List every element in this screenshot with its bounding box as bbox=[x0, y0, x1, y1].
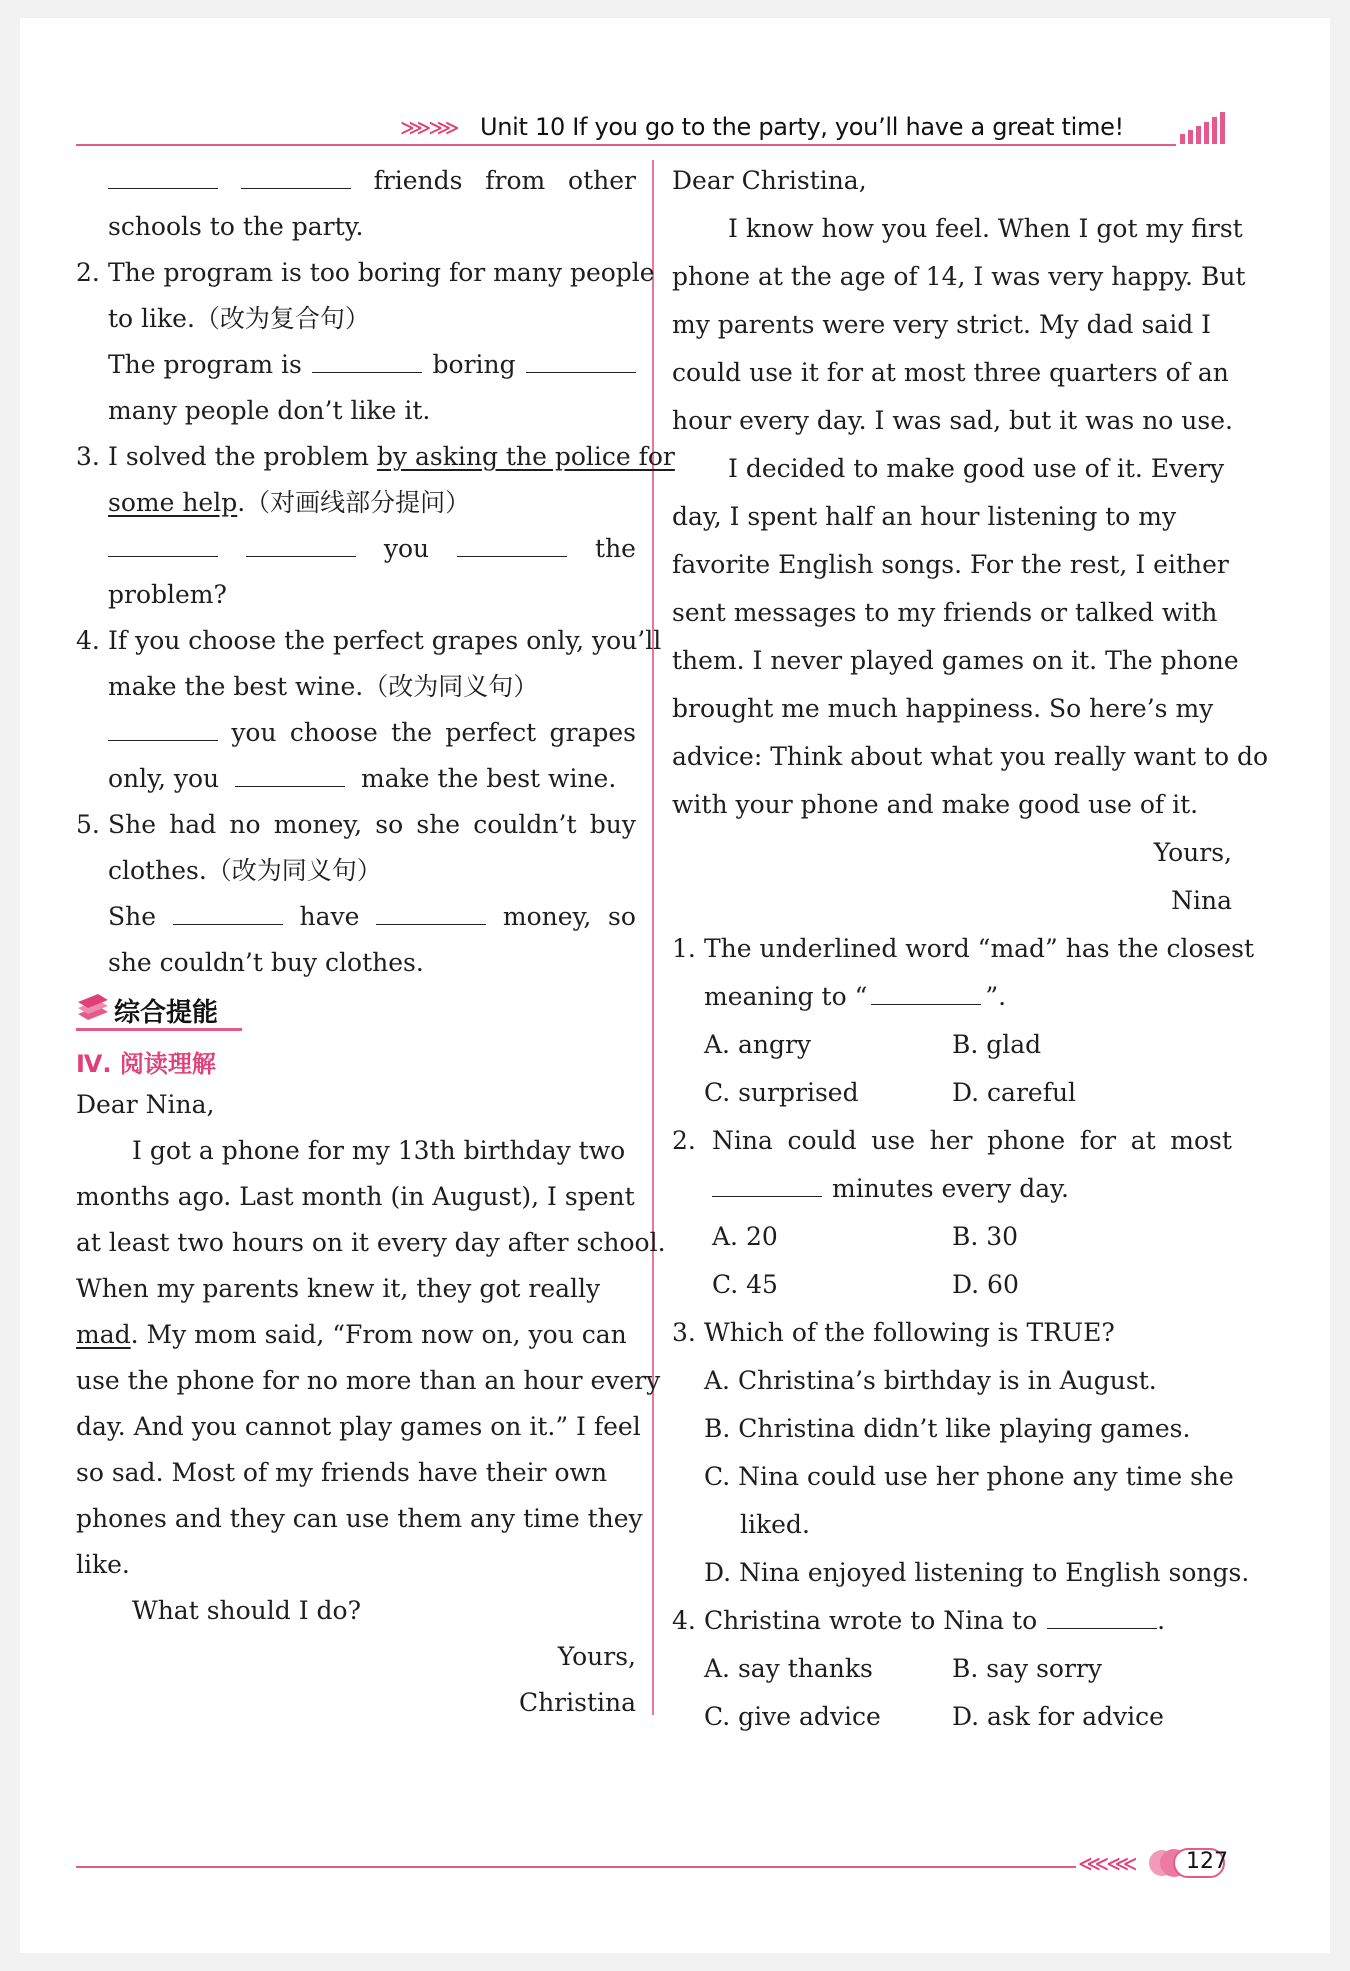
question-text: The underlined word “mad” has the closest bbox=[704, 934, 1254, 963]
option-c[interactable]: C. 45 bbox=[712, 1270, 778, 1299]
question-text: minutes every day. bbox=[712, 1172, 1069, 1206]
q1-answer-line: friends from other bbox=[108, 164, 636, 198]
question-text: Christina wrote to Nina to . bbox=[704, 1606, 1166, 1635]
q4-answer-line: only, you make the best wine. bbox=[108, 764, 617, 793]
letter-greeting: Dear Nina, bbox=[76, 1090, 215, 1119]
option-d[interactable]: D. Nina enjoyed listening to English songs. bbox=[704, 1558, 1250, 1587]
blank[interactable] bbox=[871, 980, 981, 1005]
option-a[interactable]: A. angry bbox=[704, 1030, 812, 1059]
footer-divider bbox=[76, 1866, 1076, 1868]
blank[interactable] bbox=[108, 164, 218, 189]
option-c-cont[interactable]: liked. bbox=[740, 1510, 810, 1539]
option-b[interactable]: B. 30 bbox=[952, 1222, 1019, 1251]
q4-line: make the best wine.（改为同义句） bbox=[108, 672, 539, 701]
letter-closing: Yours, bbox=[557, 1642, 636, 1671]
option-d[interactable]: D. 60 bbox=[952, 1270, 1019, 1299]
letter-line: mad. My mom said, “From now on, you can bbox=[76, 1320, 627, 1349]
letter-line: could use it for at most three quarters of an bbox=[672, 358, 1229, 387]
letter-line: phones and they can use them any time they bbox=[76, 1504, 643, 1533]
header-title: Unit 10 If you go to the party, you’ll have a great time! bbox=[480, 113, 1124, 141]
option-b[interactable]: B. say sorry bbox=[952, 1654, 1102, 1683]
page-number: 127 bbox=[1186, 1849, 1228, 1874]
q1-line: schools to the party. bbox=[108, 212, 364, 241]
option-a[interactable]: A. Christina’s birthday is in August. bbox=[704, 1366, 1157, 1395]
letter-line: at least two hours on it every day after school. bbox=[76, 1228, 666, 1257]
letter-line: my parents were very strict. My dad said I bbox=[672, 310, 1212, 339]
option-c[interactable]: C. surprised bbox=[704, 1078, 859, 1107]
letter-line: brought me much happiness. So here’s my bbox=[672, 694, 1214, 723]
letter-line: with your phone and make good use of it. bbox=[672, 790, 1199, 819]
blank[interactable] bbox=[246, 532, 356, 557]
question-number: 3. bbox=[76, 442, 100, 471]
letter-line: I decided to make good use of it. Every bbox=[728, 454, 1225, 483]
letter-line: advice: Think about what you really want to do bbox=[672, 742, 1269, 771]
q2-line: The program is too boring for many people bbox=[108, 258, 655, 287]
question-number: 3. bbox=[672, 1318, 696, 1347]
question-number: 4. bbox=[672, 1606, 696, 1635]
blank[interactable] bbox=[312, 348, 422, 373]
blank[interactable] bbox=[712, 1172, 822, 1197]
option-d[interactable]: D. ask for advice bbox=[952, 1702, 1164, 1731]
letter-line: like. bbox=[76, 1550, 130, 1579]
letter-line: hour every day. I was sad, but it was no use. bbox=[672, 406, 1233, 435]
q3-answer-line: you the bbox=[108, 532, 636, 566]
option-d[interactable]: D. careful bbox=[952, 1078, 1077, 1107]
option-c[interactable]: C. Nina could use her phone any time she bbox=[704, 1462, 1234, 1491]
blank[interactable] bbox=[1047, 1604, 1157, 1629]
q5-line: clothes.（改为同义句） bbox=[108, 856, 382, 885]
letter-line: use the phone for no more than an hour every bbox=[76, 1366, 661, 1395]
q2-line: to like.（改为复合句） bbox=[108, 304, 370, 333]
q4-answer-line: you choose the perfect grapes bbox=[108, 716, 636, 750]
header-arrows: ⋙⋙ bbox=[400, 116, 457, 141]
question-number: 5. bbox=[76, 810, 100, 839]
q2-line: many people don’t like it. bbox=[108, 396, 431, 425]
blank[interactable] bbox=[241, 164, 351, 189]
header-bars-icon bbox=[1180, 110, 1228, 146]
books-icon bbox=[76, 994, 110, 1024]
blank[interactable] bbox=[173, 900, 283, 925]
option-c[interactable]: C. give advice bbox=[704, 1702, 881, 1731]
q5-line: She had no money, so she couldn’t buy bbox=[108, 810, 636, 839]
q5-line: she couldn’t buy clothes. bbox=[108, 948, 424, 977]
letter-line: When my parents knew it, they got really bbox=[76, 1274, 601, 1303]
letter-line: them. I never played games on it. The phone bbox=[672, 646, 1239, 675]
letter-line: favorite English songs. For the rest, I either bbox=[672, 550, 1229, 579]
section-heading bbox=[76, 988, 246, 1032]
q3-line: some help.（对画线部分提问） bbox=[108, 488, 471, 517]
letter-line: so sad. Most of my friends have their own bbox=[76, 1458, 608, 1487]
letter-question: What should I do? bbox=[132, 1596, 362, 1625]
option-a[interactable]: A. say thanks bbox=[704, 1654, 873, 1683]
letter-signature: Christina bbox=[518, 1688, 636, 1717]
letter-line: I know how you feel. When I got my first bbox=[728, 214, 1243, 243]
question-text: Nina could use her phone for at most bbox=[712, 1126, 1232, 1155]
option-b[interactable]: B. Christina didn’t like playing games. bbox=[704, 1414, 1191, 1443]
option-b[interactable]: B. glad bbox=[952, 1030, 1042, 1059]
section-underline bbox=[76, 1028, 242, 1031]
letter-line: sent messages to my friends or talked with bbox=[672, 598, 1218, 627]
underlined-word-mad: mad bbox=[76, 1320, 131, 1349]
blank[interactable] bbox=[108, 716, 218, 741]
section-subtitle: Ⅳ. 阅读理解 bbox=[76, 1050, 216, 1078]
q5-answer-line: She have money, so bbox=[108, 902, 636, 931]
blank[interactable] bbox=[457, 532, 567, 557]
question-text: meaning to “ ”. bbox=[704, 982, 1007, 1011]
q2-answer-line: The program is boring bbox=[108, 348, 636, 382]
question-number: 4. bbox=[76, 626, 100, 655]
question-number: 2. bbox=[672, 1126, 696, 1155]
question-number: 2. bbox=[76, 258, 100, 287]
footer-arrows: ⋘⋘ bbox=[1078, 1852, 1135, 1877]
column-divider bbox=[652, 160, 654, 1715]
blank[interactable] bbox=[108, 532, 218, 557]
option-a[interactable]: A. 20 bbox=[712, 1222, 778, 1251]
blank[interactable] bbox=[235, 762, 345, 787]
letter-line: I got a phone for my 13th birthday two bbox=[132, 1136, 626, 1165]
section-title: 综合提能 bbox=[114, 998, 219, 1028]
header-divider bbox=[76, 144, 1176, 146]
blank[interactable] bbox=[376, 900, 486, 925]
q4-line: If you choose the perfect grapes only, you’ll bbox=[108, 626, 662, 655]
question-text: Which of the following is TRUE? bbox=[704, 1318, 1115, 1347]
letter-greeting: Dear Christina, bbox=[672, 166, 867, 195]
letter-line: months ago. Last month (in August), I spent bbox=[76, 1182, 635, 1211]
letter-line: day, I spent half an hour listening to my bbox=[672, 502, 1177, 531]
blank[interactable] bbox=[526, 348, 636, 373]
letter-signature: Nina bbox=[1171, 886, 1232, 915]
q3-line: problem? bbox=[108, 580, 227, 609]
q3-line: I solved the problem by asking the police for bbox=[108, 442, 675, 471]
letter-line: phone at the age of 14, I was very happy. But bbox=[672, 262, 1246, 291]
letter-line: day. And you cannot play games on it.” I feel bbox=[76, 1412, 641, 1441]
letter-closing: Yours, bbox=[1153, 838, 1232, 867]
question-number: 1. bbox=[672, 934, 696, 963]
